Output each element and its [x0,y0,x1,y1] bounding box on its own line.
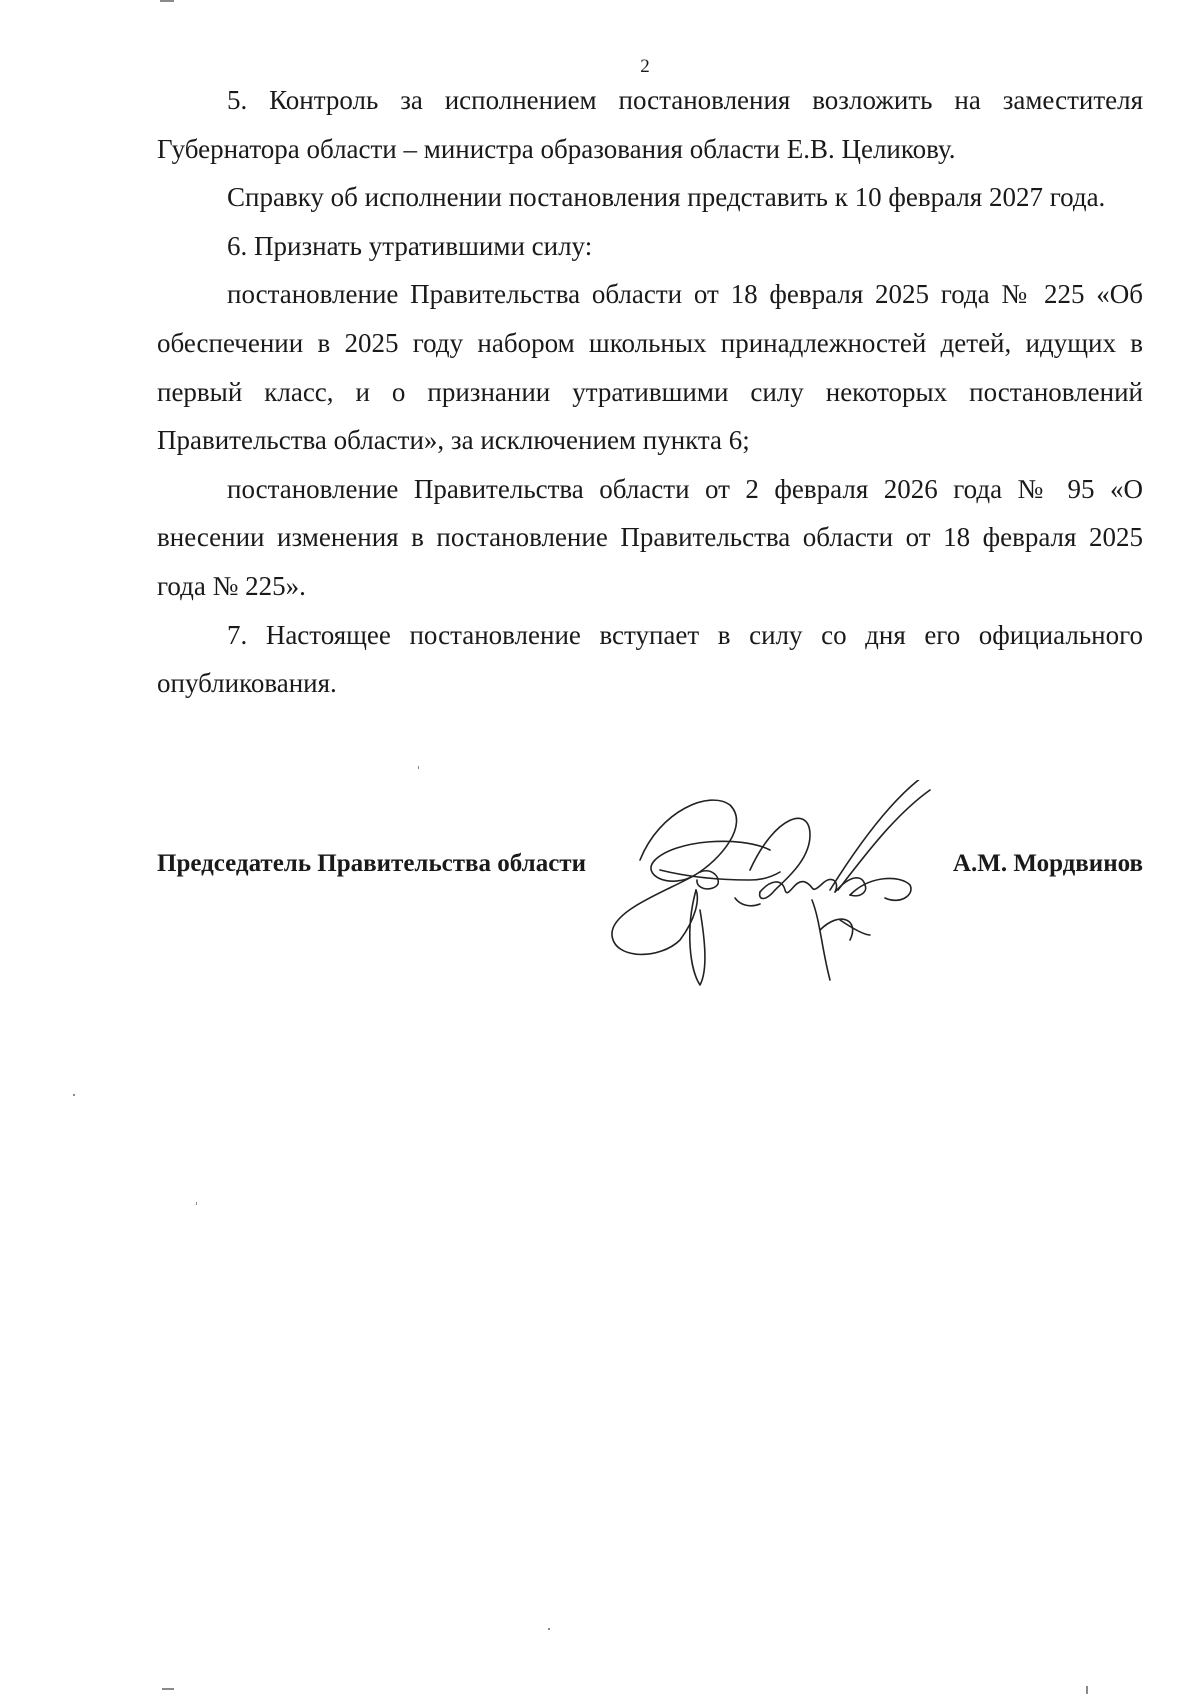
scan-artifact [162,1688,174,1690]
signature-block [157,850,1143,890]
paragraph-repeal-item-2: постановление Правительства области от 2 февраля 2026 года № 95 «О внесении изменения в постановление Правительства области от 18 февраля 2025 года № 225». [157,473,1143,601]
page-number: 2 [640,56,650,77]
scan-artifact [1086,1686,1088,1694]
scan-artifact [548,1628,550,1630]
scan-artifact [196,1202,197,1205]
paragraph-effective-date: 7. Настоящее постановление вступает в силу со дня его официального опубликования. [157,619,1143,699]
scan-artifact [418,766,419,769]
signatory-name: А.М. Мордвинов [952,850,1143,877]
handwritten-signature [600,780,960,1000]
document-body [157,76,1143,708]
paragraph-report: Справку об исполнении постановления представить к 10 февраля 2027 года. [227,182,1106,213]
paragraph-repeal-item-1: постановление Правительства области от 18 февраля 2025 года № 225 «Об обеспечении в 2025 году набором школьных принадлежностей детей, идущих в первый класс, и о признании утратившими силу некоторых постановлений Правительства области», за исключением пункта 6; [157,279,1143,456]
paragraph-repeal-heading: 6. Признать утратившими силу: [227,230,593,261]
scan-artifact [160,0,174,2]
signatory-position: Председатель Правительства области [157,850,586,877]
scan-artifact [73,1094,75,1096]
paragraph-control: 5. Контроль за исполнением постановления возложить на заместителя Губернатора области – министра образования области Е.В. Целикову. [157,85,1143,164]
